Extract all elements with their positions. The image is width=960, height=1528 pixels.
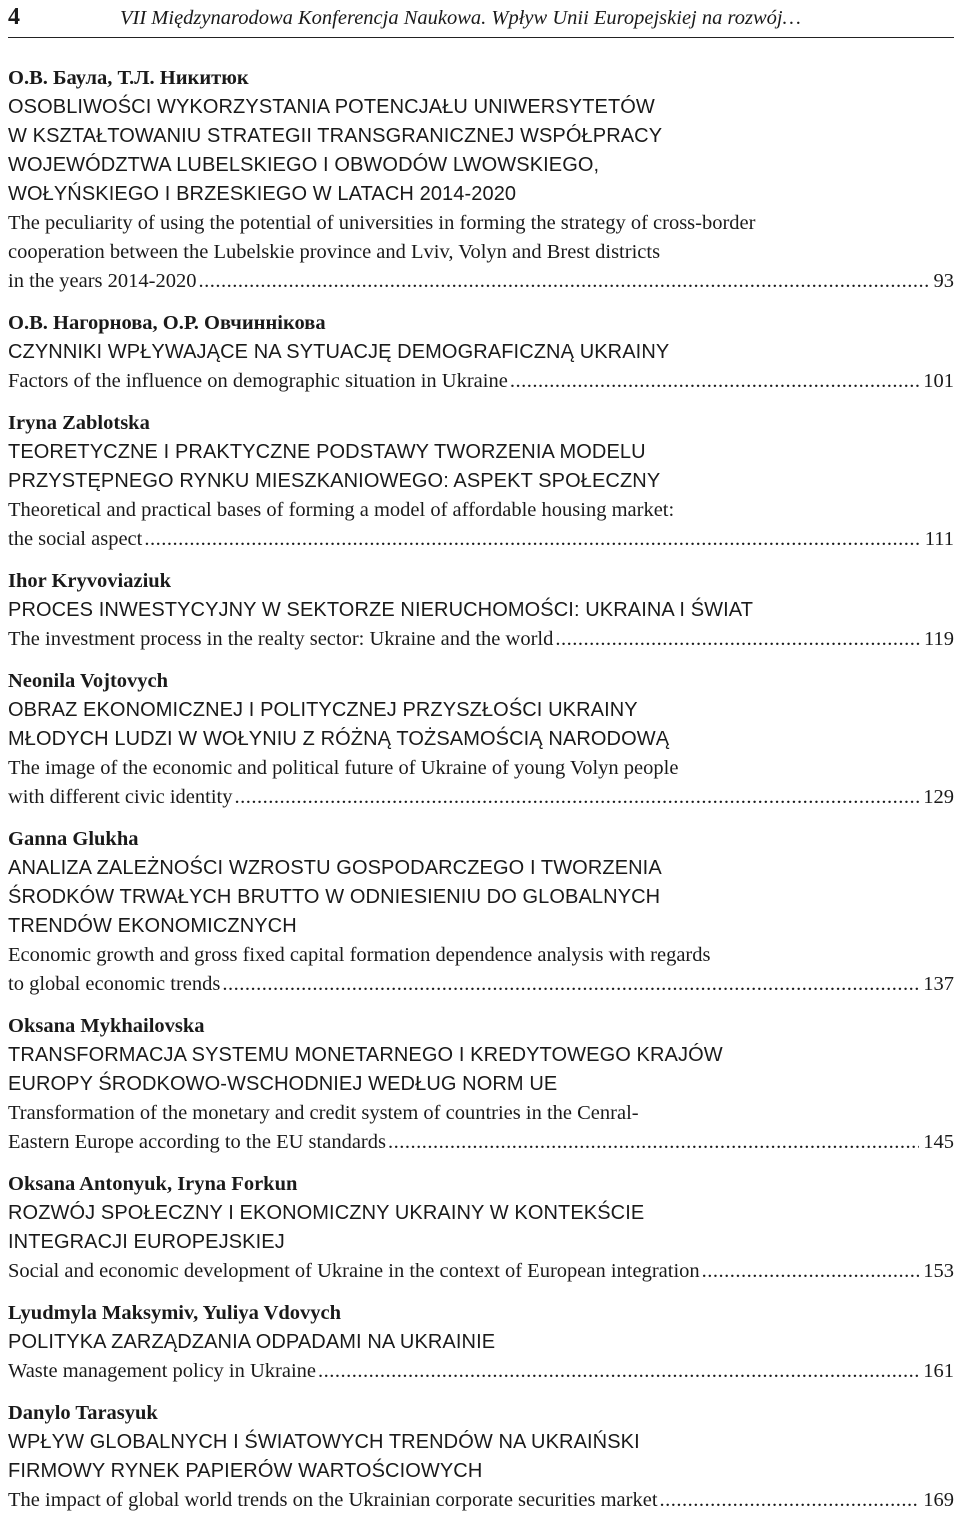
toc-entry-leader-line [8,525,954,554]
toc-entry-title-english: the social aspect [8,528,143,550]
toc-entry-title-polish: TEORETYCZNE I PRAKTYCZNE PODSTAWY TWORZENIA MODELU [8,441,646,463]
toc-entry[interactable] [8,1012,954,1157]
toc-entry-title-polish: ANALIZA ZALEŻNOŚCI WZROSTU GOSPODARCZEGO I TWORZENIA [8,857,662,879]
toc-entry-title-english: Eastern Europe according to the EU standards [8,1131,386,1153]
toc-entry-title-polish: PROCES INWESTYCYJNY W SEKTORZE NIERUCHOMOŚCI: UKRAINA I ŚWIAT [8,599,754,621]
toc-entry-page-number[interactable]: 161 [923,1360,954,1382]
toc-entry-leader-line [8,1128,954,1157]
toc-entry-page-number[interactable]: 129 [923,786,954,808]
toc-entry[interactable] [8,567,954,654]
dot-leader [702,1257,920,1286]
dot-leader [388,1128,919,1157]
toc-entry-page-number[interactable]: 137 [923,973,954,995]
toc-entry-authors: Danylo Tarasyuk [8,1402,158,1424]
dot-leader [555,625,920,654]
toc-entry-title-polish: PRZYSTĘPNEGO RYNKU MIESZKANIOWEGO: ASPEKT SPOŁECZNY [8,470,661,492]
toc-entry[interactable] [8,825,954,999]
toc-entry-leader-line [8,1357,954,1386]
toc-entry-title-english: to global economic trends [8,973,221,995]
toc-entry-page-number[interactable]: 145 [923,1131,954,1153]
toc-entry[interactable] [8,409,954,554]
toc-entry-title-polish: WOŁYŃSKIEGO I BRZESKIEGO W LATACH 2014-2020 [8,183,517,205]
toc-entry-title-english: Factors of the influence on demographic situation in Ukraine [8,370,508,392]
toc-entry-title-polish: CZYNNIKI WPŁYWAJĄCE NA SYTUACJĘ DEMOGRAFICZNĄ UKRAINY [8,341,670,363]
toc-entry[interactable] [8,1399,954,1515]
toc-entry-page-number[interactable]: 101 [923,370,954,392]
toc-entry-authors: Ihor Kryvoviaziuk [8,570,172,592]
toc-entry-title-polish: INTEGRACJI EUROPEJSKIEJ [8,1231,285,1253]
toc-entry-leader-line [8,970,954,999]
toc-entry-authors: Lyudmyla Maksymiv, Yuliya Vdovych [8,1302,342,1324]
dot-leader [510,367,919,396]
page-header [8,0,954,38]
toc-entry-leader-line [8,367,954,396]
toc-entry-title-polish: ŚRODKÓW TRWAŁYCH BRUTTO W ODNIESIENIU DO GLOBALNYCH [8,886,661,908]
toc-entry-authors: O.B. Баула, Т.Л. Никитюк [8,67,249,89]
toc-entry-title-english: Theoretical and practical bases of forming a model of affordable housing market: [8,499,675,521]
toc-entry-title-polish: OSOBLIWOŚCI WYKORZYSTANIA POTENCJAŁU UNIWERSYTETÓW [8,96,655,118]
toc-entry-title-english: cooperation between the Lubelskie province and Lviv, Volyn and Brest districts [8,241,661,263]
toc-entry-page-number[interactable]: 153 [923,1260,954,1282]
toc-entry-authors: Neonila Vojtovych [8,670,169,692]
toc-entry-title-english: The image of the economic and political future of Ukraine of young Volyn people [8,757,679,779]
toc-entry-title-polish: OBRAZ EKONOMICZNEJ I POLITYCZNEJ PRZYSZŁOŚCI UKRAINY [8,699,638,721]
toc-entry-authors: Oksana Antonyuk, Iryna Forkun [8,1173,298,1195]
toc-entry-title-polish: TRANSFORMACJA SYSTEMU MONETARNEGO I KREDYTOWEGO KRAJÓW [8,1044,723,1066]
toc-entry-title-english: The investment process in the realty sector: Ukraine and the world [8,628,554,650]
dot-leader [235,783,920,812]
toc-entry-title-english: Waste management policy in Ukraine [8,1360,317,1382]
toc-entry-title-polish: EUROPY ŚRODKOWO-WSCHODNIEJ WEDŁUG NORM UE [8,1073,558,1095]
running-title: VII Międzynarodowa Konferencja Naukowa. Wpływ Unii Europejskiej na rozwój… [120,7,801,29]
toc-entry-title-polish: POLITYKA ZARZĄDZANIA ODPADAMI NA UKRAINIE [8,1331,496,1353]
toc-entry-title-polish: ROZWÓJ SPOŁECZNY I EKONOMICZNY UKRAINY W KONTEKŚCIE [8,1202,645,1224]
toc-entry[interactable] [8,64,954,296]
toc-entry-page-number[interactable]: 119 [924,628,954,650]
toc-entry-title-english: Social and economic development of Ukraine in the context of European integration [8,1260,700,1282]
document-page [8,0,954,1528]
dot-leader [660,1486,920,1515]
toc-entry-page-number[interactable]: 169 [923,1489,954,1511]
toc-entry-title-english: with different civic identity [8,786,233,808]
toc-entry-leader-line [8,1257,954,1286]
toc-entry-leader-line [8,625,954,654]
toc-entry[interactable] [8,309,954,396]
toc-entry-title-polish: W KSZTAŁTOWANIU STRATEGII TRANSGRANICZNEJ WSPÓŁPRACY [8,125,663,147]
toc-entry-title-polish: WPŁYW GLOBALNYCH I ŚWIATOWYCH TRENDÓW NA UKRAIŃSKI [8,1431,640,1453]
toc-entry-leader-line [8,783,954,812]
toc-entry-title-english: The peculiarity of using the potential of universities in forming the strategy of cross-border [8,212,756,234]
toc-entry[interactable] [8,1170,954,1286]
toc-entry-title-english: Transformation of the monetary and credit system of countries in the Cenral- [8,1102,639,1124]
toc-entry-page-number[interactable]: 93 [933,270,954,292]
toc-entry-page-number[interactable]: 111 [924,528,954,550]
toc-entry-title-english: in the years 2014-2020 [8,270,197,292]
toc-entry-title-polish: TRENDÓW EKONOMICZNYCH [8,915,297,937]
dot-leader [318,1357,919,1386]
dot-leader [198,267,929,296]
toc-entry-leader-line [8,267,954,296]
toc-entry[interactable] [8,1299,954,1386]
toc-entry-authors: Iryna Zablotska [8,412,150,434]
toc-entry-authors: Ganna Glukha [8,828,139,850]
toc-entry-title-polish: FIRMOWY RYNEK PAPIERÓW WARTOŚCIOWYCH [8,1460,483,1482]
toc-entry-authors: Oksana Mykhailovska [8,1015,205,1037]
toc-entry-title-english: The impact of global world trends on the Ukrainian corporate securities market [8,1489,658,1511]
toc-entry-title-polish: MŁODYCH LUDZI W WOŁYNIU Z RÓŻNĄ TOŻSAMOŚCIĄ NARODOWĄ [8,728,670,750]
toc-entry-authors: O.B. Нагорнова, О.Р. Овчиннікова [8,312,326,334]
toc-entry-leader-line [8,1486,954,1515]
page-number: 4 [8,4,20,30]
table-of-contents [8,64,954,1515]
toc-entry[interactable] [8,667,954,812]
dot-leader [222,970,919,999]
toc-entry-title-english: Economic growth and gross fixed capital formation dependence analysis with regards [8,944,711,966]
toc-entry-title-polish: WOJEWÓDZTWA LUBELSKIEGO I OBWODÓW LWOWSKIEGO, [8,154,600,176]
dot-leader [144,525,920,554]
